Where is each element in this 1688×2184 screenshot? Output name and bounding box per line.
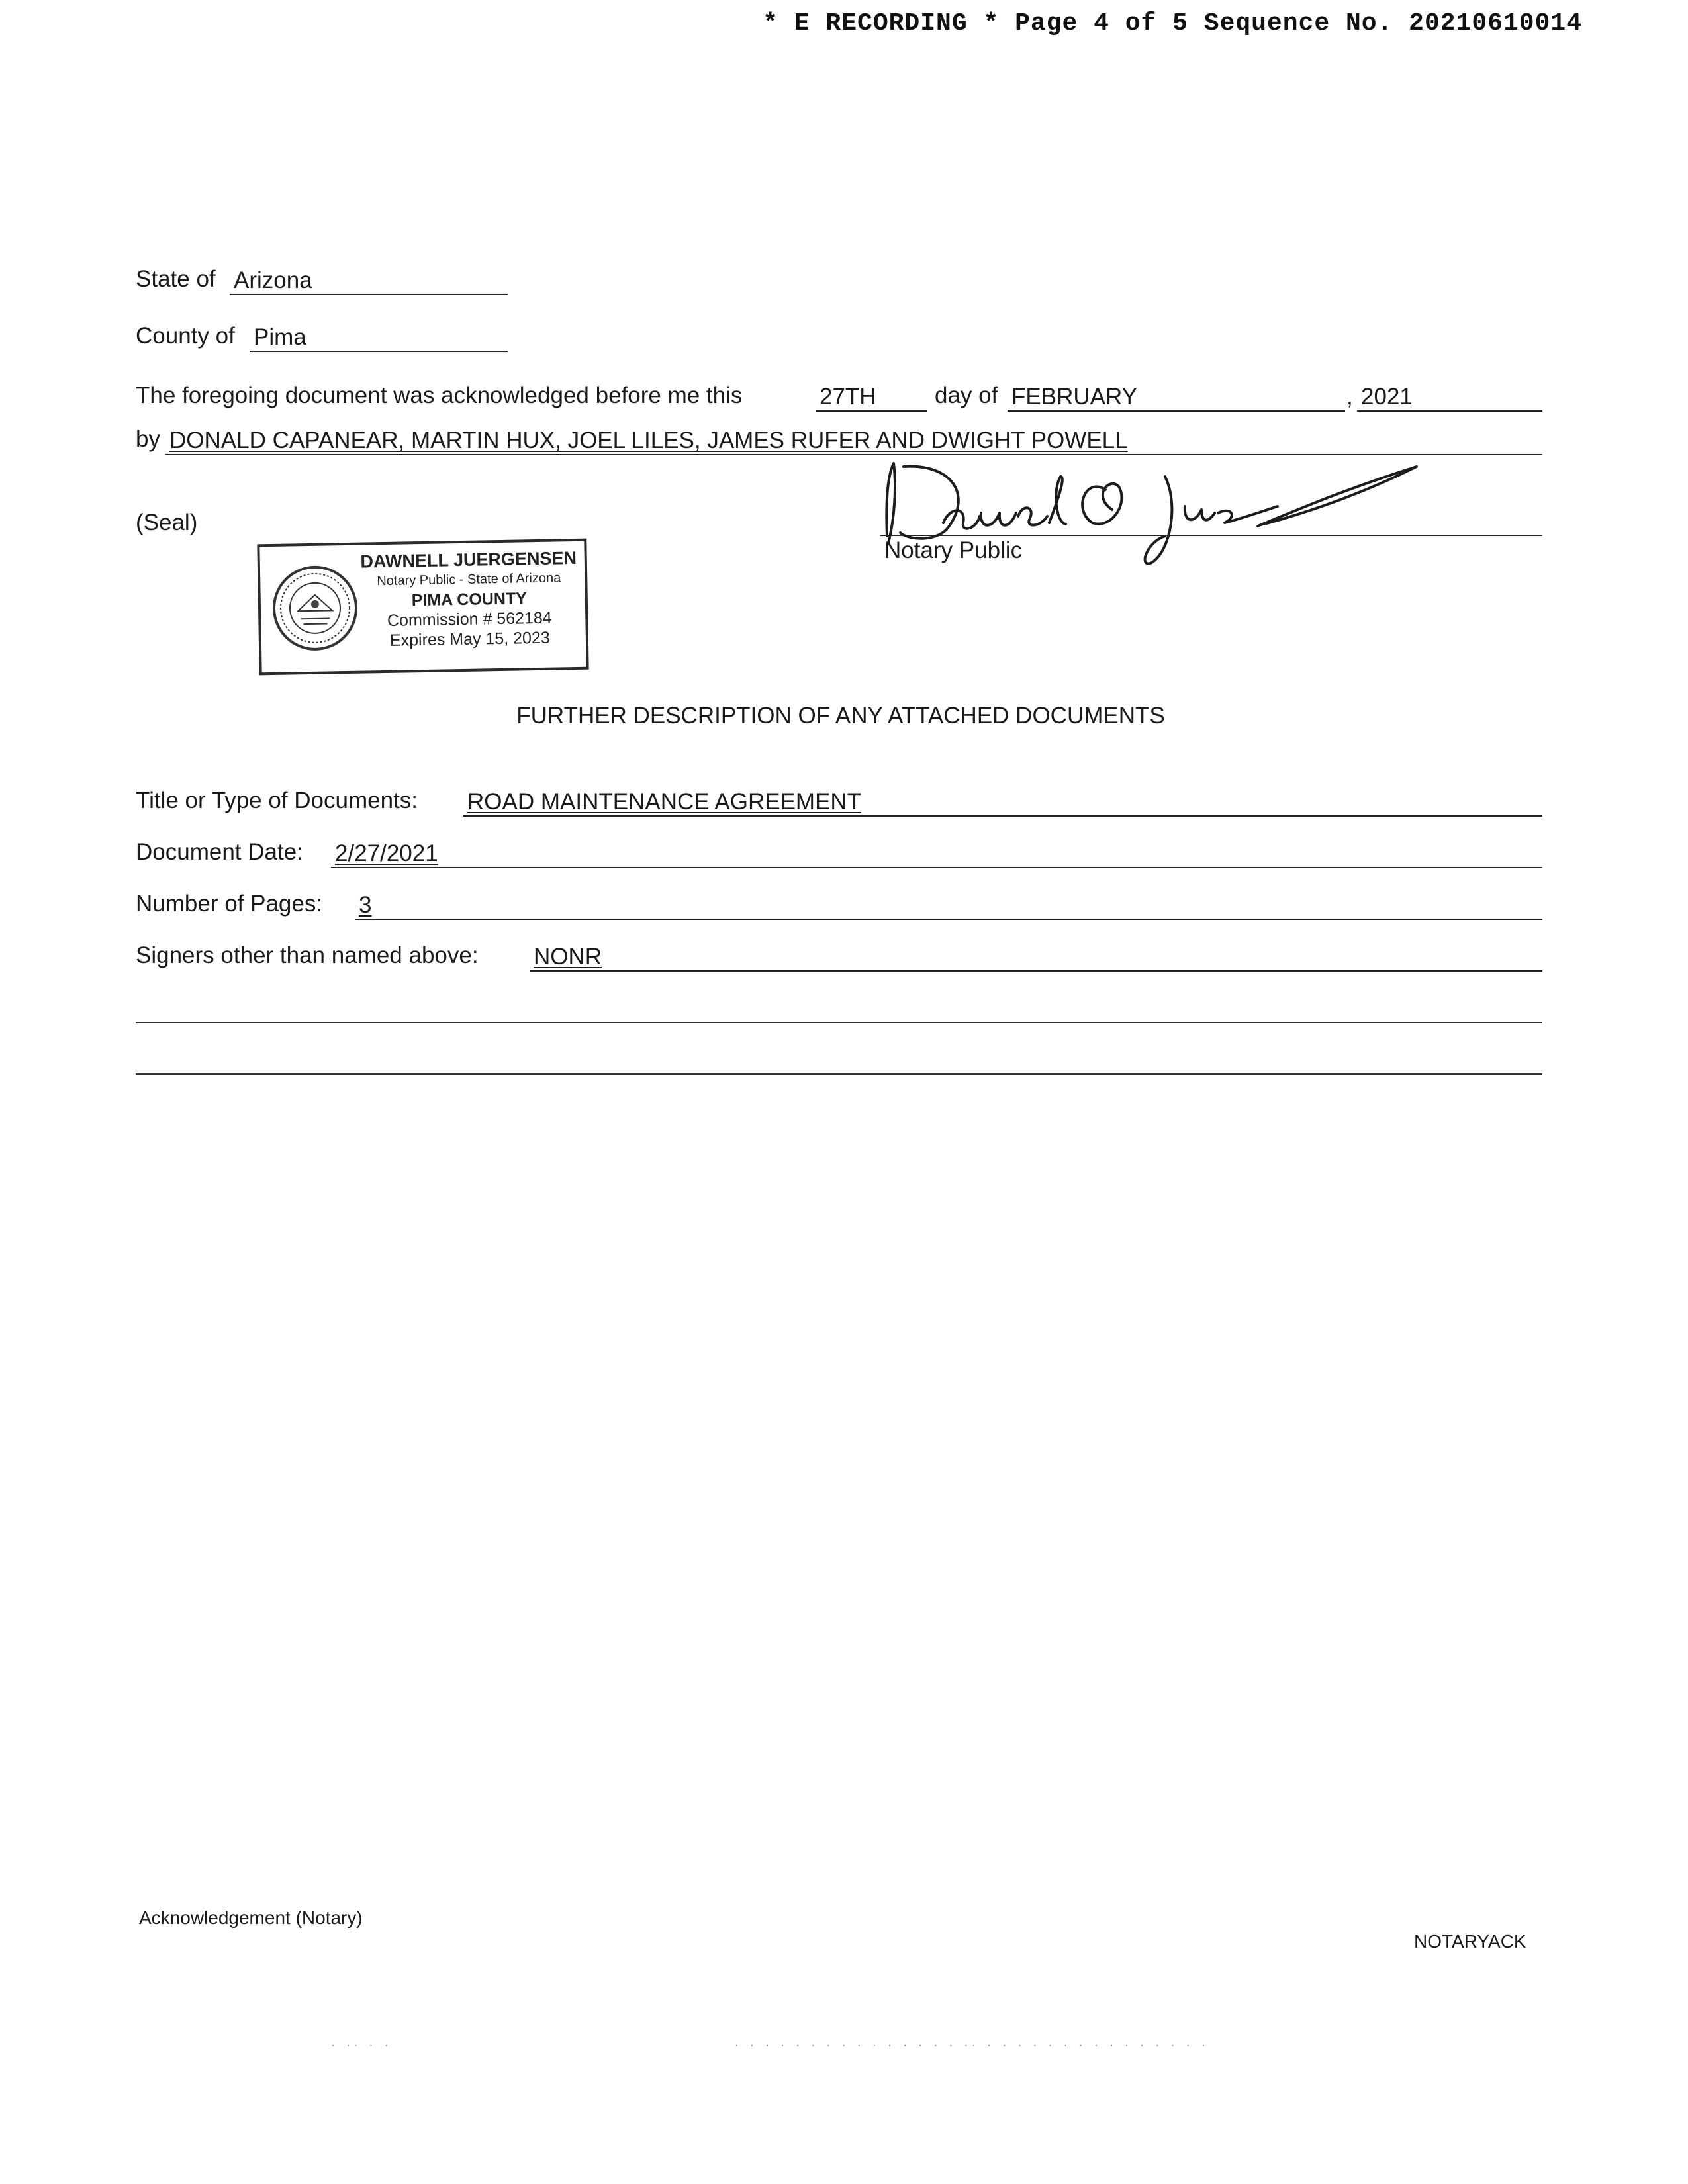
document-date-field	[331, 841, 1542, 868]
stamp-county: PIMA COUNTY	[411, 589, 528, 610]
state-label: State of	[136, 266, 216, 292]
document-title-value: ROAD MAINTENANCE AGREEMENT	[467, 789, 862, 815]
recording-header: * E RECORDING * Page 4 of 5 Sequence No. 20210610014	[763, 9, 1582, 38]
acknowledgement-intro: The foregoing document was acknowledged before me this	[136, 383, 743, 408]
by-label: by	[136, 426, 160, 452]
year-field	[1357, 384, 1542, 412]
month-field	[1008, 384, 1345, 412]
number-of-pages-label: Number of Pages:	[136, 891, 323, 917]
blank-line	[136, 1022, 1542, 1023]
number-of-pages-value: 3	[359, 892, 372, 918]
document-date-value: 2/27/2021	[335, 841, 438, 866]
handwritten-signature-icon	[867, 450, 1463, 582]
other-signers-label: Signers other than named above:	[136, 942, 479, 968]
year-value: 2021	[1361, 384, 1413, 410]
county-field	[250, 324, 508, 352]
state-value: Arizona	[234, 267, 312, 293]
state-field	[230, 267, 508, 295]
year-comma: ,	[1346, 384, 1353, 410]
document-title-label: Title or Type of Documents:	[136, 788, 418, 813]
notary-stamp	[257, 539, 588, 676]
county-label: County of	[136, 323, 235, 349]
stamp-commission: Commission # 562184	[387, 608, 552, 630]
document-date-label: Document Date:	[136, 839, 303, 865]
day-of-label: day of	[935, 383, 998, 408]
day-field	[816, 384, 927, 412]
other-signers-value: NONR	[534, 944, 602, 970]
signers-value: DONALD CAPANEAR, MARTIN HUX, JOEL LILES, JAMES RUFER AND DWIGHT POWELL	[169, 428, 1128, 453]
seal-label: (Seal)	[136, 510, 198, 535]
stamp-notary-name: DAWNELL JUERGENSEN	[360, 547, 577, 572]
other-signers-field	[530, 944, 1542, 972]
stamp-expires: Expires May 15, 2023	[389, 628, 550, 650]
stamp-notary-title: Notary Public - State of Arizona	[377, 570, 561, 589]
scan-artifact: . .. . .	[331, 2035, 393, 2050]
form-code: NOTARYACK	[1414, 1931, 1526, 1952]
blank-line	[136, 1073, 1542, 1075]
day-value: 27TH	[820, 384, 876, 410]
further-description-heading: FURTHER DESCRIPTION OF ANY ATTACHED DOCUMENTS	[516, 703, 1165, 729]
month-value: FEBRUARY	[1011, 384, 1137, 410]
arizona-state-seal-icon	[271, 564, 359, 653]
notary-public-caption: Notary Public	[884, 537, 1023, 563]
form-name: Acknowledgement (Notary)	[139, 1907, 363, 1928]
document-title-field	[463, 789, 1542, 817]
number-of-pages-field	[355, 892, 1542, 920]
county-value: Pima	[254, 324, 306, 350]
scan-artifact: . . . . . . . . . . . . . . . .. . . . . . . . . . . . . . . .	[735, 2035, 1209, 2050]
